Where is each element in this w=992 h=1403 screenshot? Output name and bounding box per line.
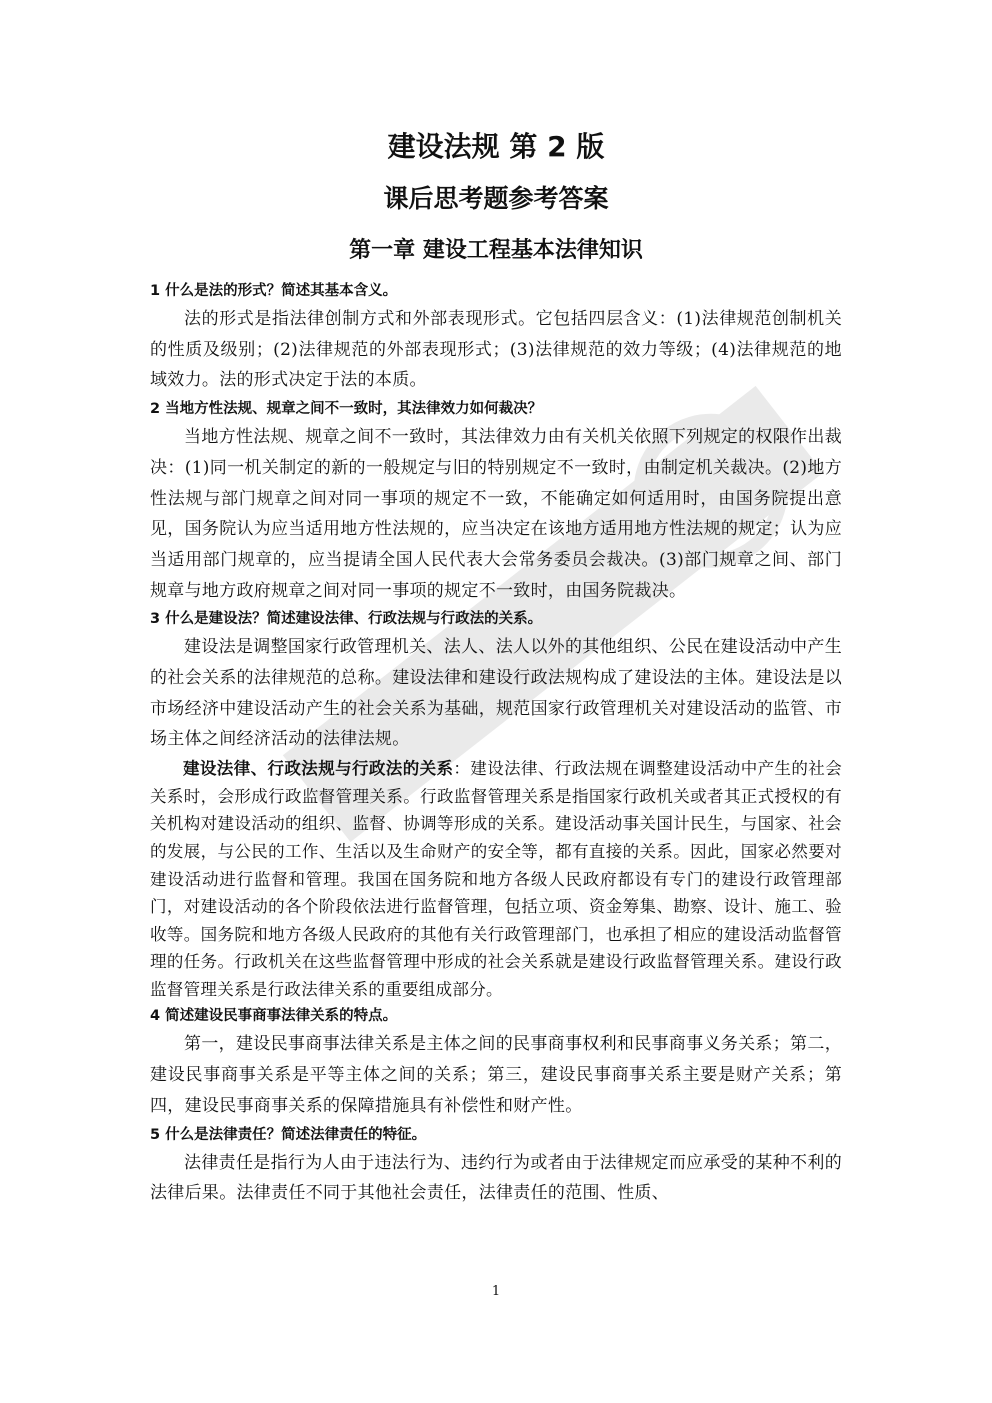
question-heading: 3 什么是建设法？简述建设法律、行政法规与行政法的关系。 (150, 611, 543, 628)
answer-paragraph: 当地方性法规、规章之间不一致时，其法律效力由有关机关依照下列规定的权限作出裁决：(1)同一机关制定的新的一般规定与旧的特别规定不一致时，由制定机关裁决。(2)地方性法规与部门规章之间对同一事项的规定不一致，不能确定如何适用时，由国务院提出意见，国务院认为应当适用地方性法规的，应当决定在该地方适用地方性法规的规定；认为应当适用部门规章的，应当提请全国人民代表大会常务委员会裁决。(3)部门规章之间、部门规章与地方政府规章之间对同一事项的规定不一致时，由国务院裁决。 (150, 427, 842, 601)
document-body (150, 278, 842, 1209)
relationship-text: ：建设法律、行政法规在调整建设活动中产生的社会关系时，会形成行政监督管理关系。行政监督管理关系是指国家行政机关或者其正式授权的有关机构对建设活动的组织、监督、协调等形成的关系。建设活动事关国计民生，与国家、社会的发展，与公民的工作、生活以及生命财产的安全等，都有直接的关系。因此，国家必然要对建设活动进行监督和管理。我国在国务院和地方各级人民政府都设有专门的建设行政管理部门，对建设活动的各个阶段依法进行监督管理，包括立项、资金筹集、勘察、设计、施工、验收等。国务院和地方各级人民政府的其他有关行政管理部门，也承担了相应的建设活动监督管理的任务。行政机关在这些监督管理中形成的社会关系就是建设行政监督管理关系。建设行政监督管理关系是行政法律关系的重要组成部分。 (150, 759, 842, 999)
document-title: 建设法规 第 2 版 (387, 130, 605, 163)
chapter-heading: 第一章 建设工程基本法律知识 (349, 237, 643, 263)
answer-paragraph: 法的形式是指法律创制方式和外部表现形式。它包括四层含义：(1)法律规范创制机关的性质及级别；(2)法律规范的外部表现形式；(3)法律规范的效力等级；(4)法律规范的地域效力。法的形式决定于法的本质。 (150, 309, 842, 391)
question-heading: 5 什么是法律责任？简述法律责任的特征。 (150, 1126, 427, 1143)
bold-lead-text: 建设法律、行政法规与行政法的关系 (183, 759, 454, 779)
answer-paragraph-relationship (150, 755, 842, 1003)
answer-paragraph: 建设法是调整国家行政管理机关、法人、法人以外的其他组织、公民在建设活动中产生的社会关系的法律规范的总称。建设法律和建设行政法规构成了建设法的主体。建设法是以市场经济中建设活动产生的社会关系为基础，规范国家行政管理机关对建设活动的监管、市场主体之间经济活动的法律法规。 (150, 637, 842, 750)
document-subtitle: 课后思考题参考答案 (383, 184, 609, 213)
page-number: 1 (491, 1284, 501, 1299)
question-heading: 4 简述建设民事商事法律关系的特点。 (150, 1008, 398, 1025)
question-heading: 2 当地方性法规、规章之间不一致时，其法律效力如何裁决？ (150, 401, 543, 418)
answer-paragraph: 第一，建设民事商事法律关系是主体之间的民事商事权利和民事商事义务关系；第二，建设民事商事关系是平等主体之间的关系；第三，建设民事商事关系主要是财产关系；第四，建设民事商事关系的保障措施具有补偿性和财产性。 (150, 1034, 842, 1116)
question-heading: 1 什么是法的形式？简述其基本含义。 (150, 283, 398, 299)
answer-paragraph: 法律责任是指行为人由于违法行为、违约行为或者由于法律规定而应承受的某种不利的法律后果。法律责任不同于其他社会责任，法律责任的范围、性质、 (150, 1152, 842, 1204)
